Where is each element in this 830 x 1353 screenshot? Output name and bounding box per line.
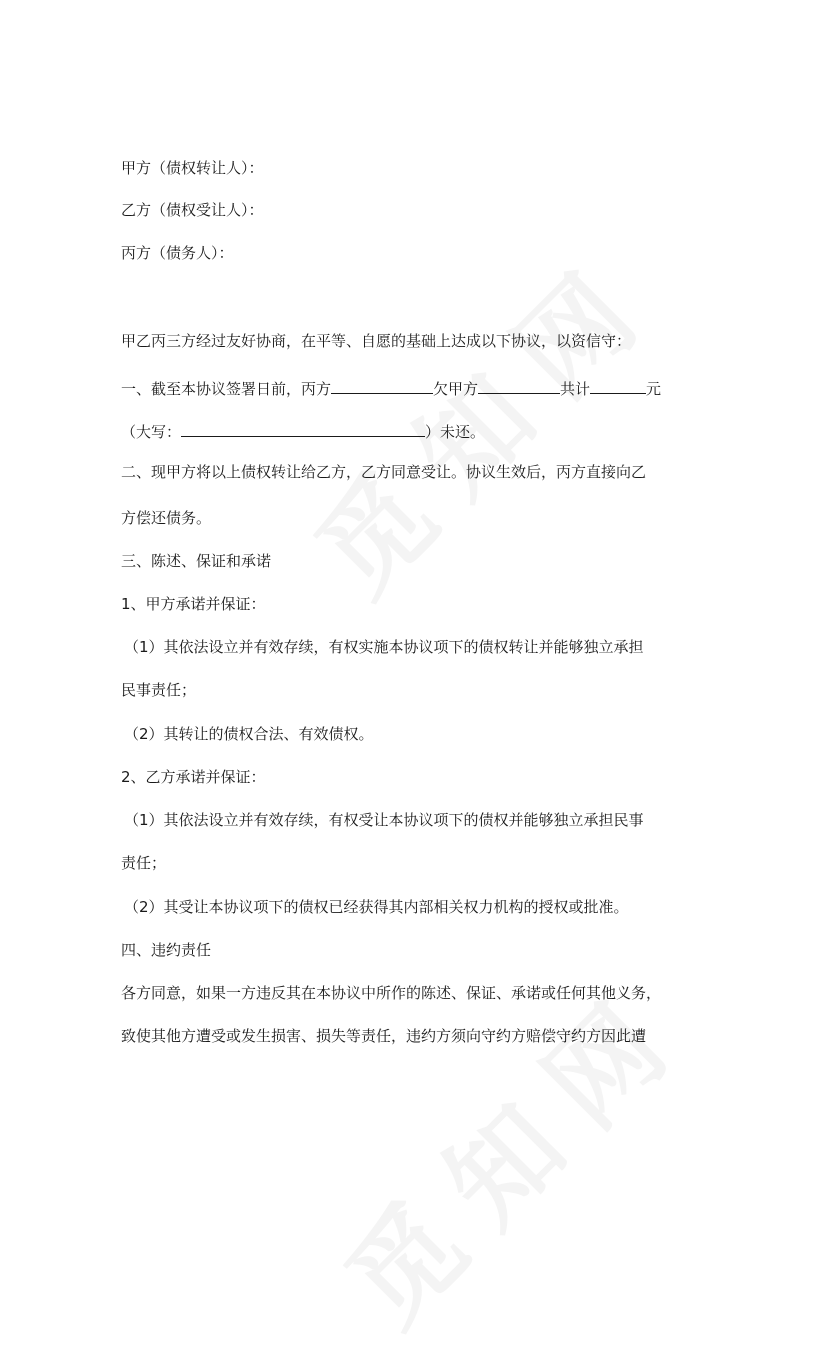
party-c-line: 丙方（债务人）： [121, 244, 234, 262]
party-b-line: 乙方（债权受让人）： [121, 201, 264, 219]
watermark-text [276, 215, 685, 624]
clause-3-1-item-2: （2）其转让的债权合法、有效债权。 [124, 725, 374, 743]
clause-3-2-heading: 2、乙方承诺并保证： [121, 768, 266, 786]
clause-3-1-item-1-line-2: 民事责任； [121, 681, 197, 699]
watermark-text [306, 945, 715, 1353]
clause-1-text-part1: 一、截至本协议签署日前，丙方 [121, 380, 332, 398]
blank-total-amount[interactable] [590, 378, 646, 394]
clause-3-2-item-1-line-2: 责任； [121, 854, 167, 872]
clause-2-line-2: 方偿还债务。 [121, 509, 212, 527]
clause-3-heading: 三、陈述、保证和承诺 [121, 552, 272, 570]
clause-4-line-2: 致使其他方遭受或发生损害、损失等责任，违约方须向守约方赔偿守约方因此遭 [121, 1027, 647, 1045]
clause-1-text-part2: 欠甲方 [433, 380, 479, 398]
clause-1-text-part4: 元 [646, 380, 662, 398]
blank-debtor-amount[interactable] [331, 378, 433, 394]
clause-3-2-item-2: （2）其受让本协议项下的债权已经获得其内部相关权力机构的授权或批准。 [124, 898, 629, 916]
clause-1-uppercase-label: （大写： [121, 423, 182, 441]
clause-3-1-heading: 1、甲方承诺并保证： [121, 595, 266, 613]
blank-creditor-amount[interactable] [478, 378, 560, 394]
clause-4-line-1: 各方同意，如果一方违反其在本协议中所作的陈述、保证、承诺或任何其他义务， [121, 984, 662, 1002]
intro-paragraph: 甲乙丙三方经过友好协商，在平等、自愿的基础上达成以下协议，以资信守： [121, 332, 632, 350]
clause-2-line-1: 二、现甲方将以上债权转让给乙方，乙方同意受让。协议生效后，丙方直接向乙 [121, 463, 647, 481]
clause-1-text-part3: 共计 [560, 380, 591, 398]
clause-1-line-1 [121, 378, 661, 399]
clause-3-1-item-1-line-1: （1）其依法设立并有效存续，有权实施本协议项下的债权转让并能够独立承担 [124, 638, 644, 656]
clause-3-2-item-1-line-1: （1）其依法设立并有效存续，有权受让本协议项下的债权并能够独立承担民事 [124, 811, 644, 829]
clause-1-line-2 [121, 421, 485, 442]
clause-1-unpaid-text: ）未还。 [425, 423, 486, 441]
blank-amount-in-words[interactable] [181, 421, 425, 437]
clause-4-heading: 四、违约责任 [121, 941, 212, 959]
party-a-line: 甲方（债权转让人）： [121, 159, 264, 177]
